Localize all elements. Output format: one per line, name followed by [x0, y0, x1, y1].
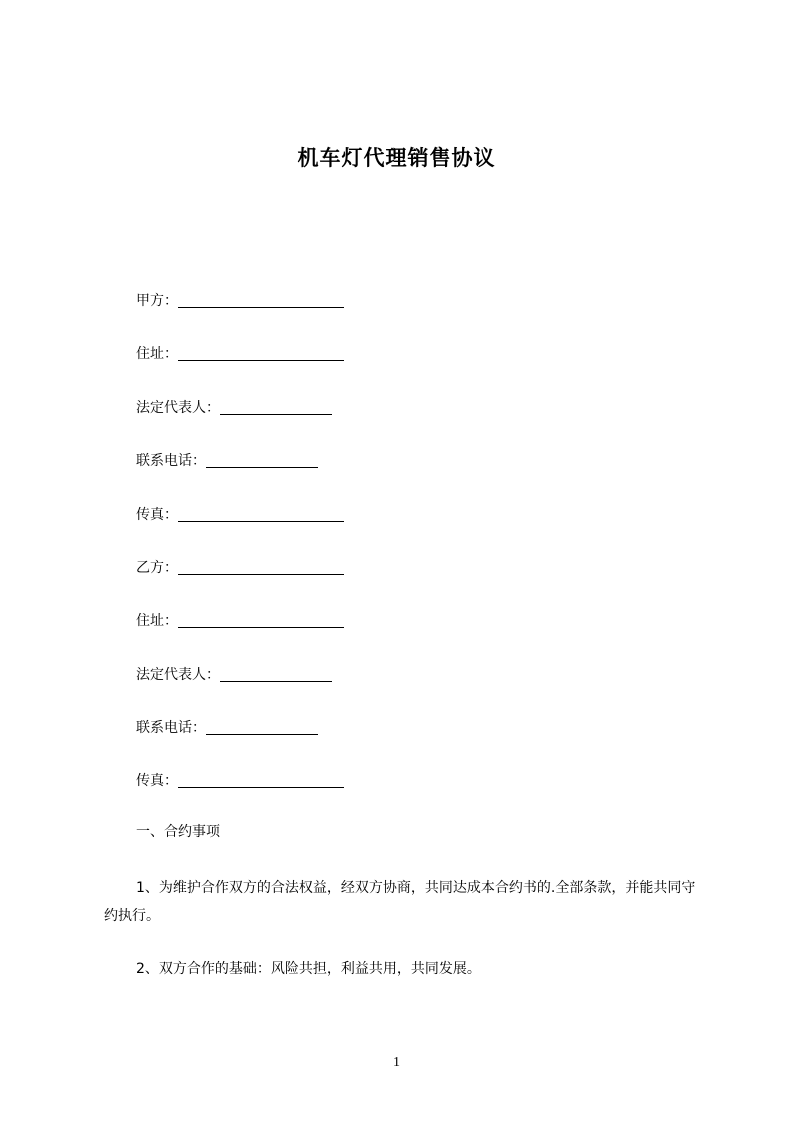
party-b-phone-label: 联系电话： — [136, 720, 206, 736]
page-title: 机车灯代理销售协议 — [297, 146, 496, 170]
party-b-phone-field — [136, 718, 318, 738]
section-heading: 一、合约事项 — [136, 824, 220, 840]
party-a-name-label: 甲方： — [136, 293, 178, 309]
party-a-address-field — [136, 344, 344, 364]
clause-1: 1、为维护合作双方的合法权益，经双方协商，共同达成本合约书的.全部条款，并能共同守约执行。 — [104, 880, 696, 924]
party-b-address-blank — [178, 611, 344, 628]
party-b-legal-rep-label: 法定代表人： — [136, 667, 220, 683]
party-a-phone-blank — [206, 451, 318, 468]
party-b-fax-field — [136, 771, 344, 791]
party-b-fax-blank — [178, 771, 344, 788]
party-b-address-field — [136, 611, 344, 631]
party-b-fax-label: 传真： — [136, 773, 178, 789]
party-b-name-label: 乙方： — [136, 560, 178, 576]
party-a-legal-rep-blank — [220, 398, 332, 415]
party-a-name-blank — [178, 291, 344, 308]
party-b-address-label: 住址： — [136, 613, 178, 629]
party-a-phone-field — [136, 451, 318, 471]
party-a-legal-rep-label: 法定代表人： — [136, 400, 220, 416]
clause-2: 2、双方合作的基础：风险共担，利益共用，共同发展。 — [136, 961, 481, 977]
party-a-fax-field — [136, 505, 344, 525]
party-b-name-field — [136, 558, 344, 578]
party-b-name-blank — [178, 558, 344, 575]
party-a-address-blank — [178, 344, 344, 361]
party-a-name-field — [136, 291, 344, 311]
party-b-legal-rep-field — [136, 665, 332, 685]
party-a-fax-blank — [178, 505, 344, 522]
party-a-fax-label: 传真： — [136, 507, 178, 523]
party-a-phone-label: 联系电话： — [136, 453, 206, 469]
party-b-phone-blank — [206, 718, 318, 735]
party-a-legal-rep-field — [136, 398, 332, 418]
party-b-legal-rep-blank — [220, 665, 332, 682]
party-a-address-label: 住址： — [136, 346, 178, 362]
page-number: 1 — [393, 1055, 400, 1070]
